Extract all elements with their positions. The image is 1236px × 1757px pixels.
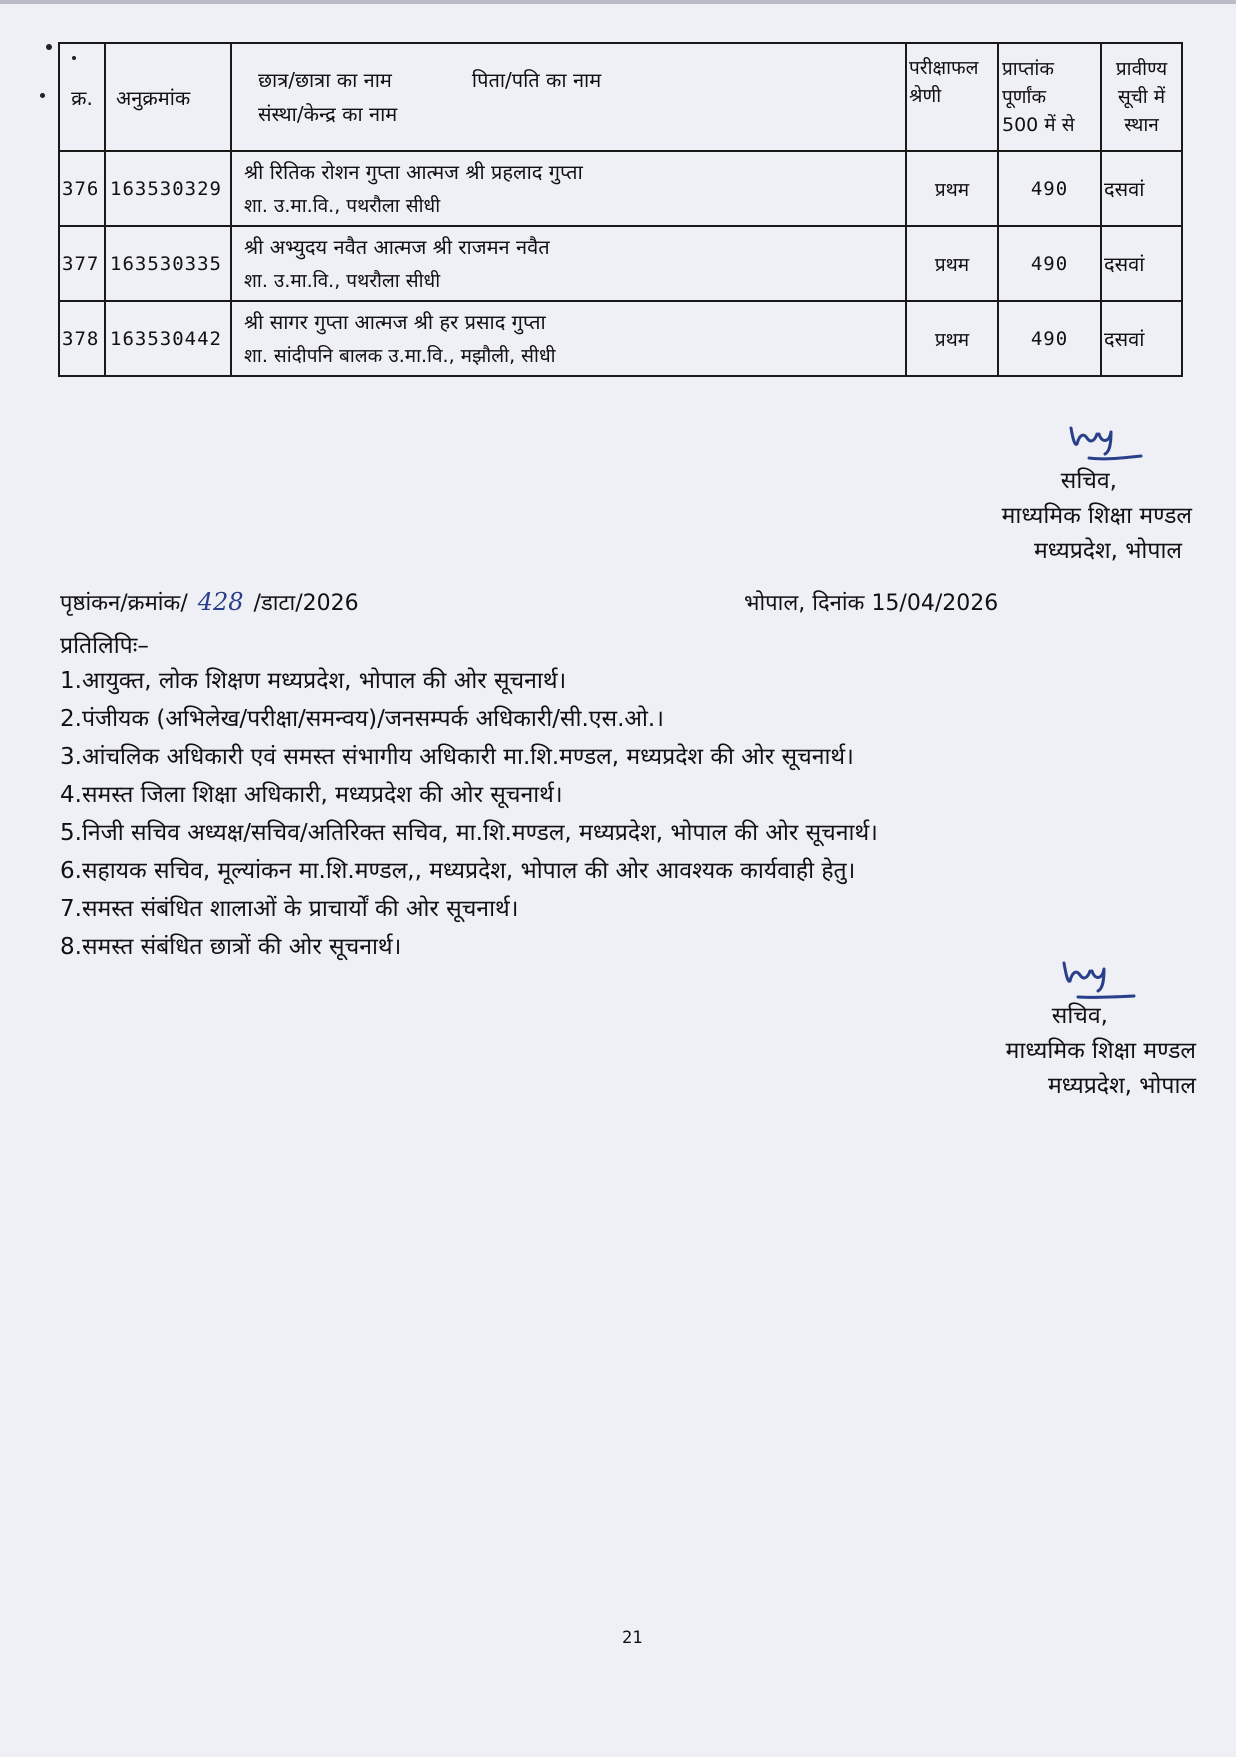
copies-heading: प्रतिलिपिः– [60, 633, 149, 659]
cell-serial: 378 [59, 301, 105, 376]
header-marks-line3: 500 में से [1002, 114, 1075, 136]
top-edge-line [0, 0, 1236, 4]
cell-serial: 377 [59, 226, 105, 301]
merit-list-table [58, 42, 1183, 377]
signature-place: मध्यप्रदेश, भोपाल [1047, 1073, 1196, 1099]
cell-division: प्रथम [906, 301, 998, 376]
header-rank-line3: स्थान [1124, 114, 1159, 136]
list-item: 6.सहायक सचिव, मूल्यांकन मा.शि.मण्डल,, मध्यप्रदेश, भोपाल की ओर आवश्यक कार्यवाही हेतु। [60, 858, 856, 884]
reference-line [60, 587, 359, 617]
list-item: 4.समस्त जिला शिक्षा अधिकारी, मध्यप्रदेश की ओर सूचनार्थ। [60, 782, 563, 808]
school-name-text: शा. उ.मा.वि., पथरौला सीधी [244, 194, 441, 217]
list-item: 3.आंचलिक अधिकारी एवं समस्त संभागीय अधिकारी मा.शि.मण्डल, मध्यप्रदेश की ओर सूचनार्थ। [60, 744, 854, 770]
table-row [59, 301, 1182, 376]
cell-rank: दसवां [1101, 151, 1182, 226]
student-name-text: श्री सागर गुप्ता आत्मज श्री हर प्रसाद गुप्ता [244, 309, 546, 334]
school-name-text: शा. उ.मा.वि., पथरौला सीधी [244, 269, 441, 292]
header-rank-line2: सूची में [1117, 86, 1166, 108]
cell-roll-number: 163530335 [105, 226, 231, 301]
list-item: 5.निजी सचिव अध्यक्ष/सचिव/अतिरिक्त सचिव, मा.शि.मण्डल, मध्यप्रदेश, भोपाल की ओर सूचनार्थ। [60, 820, 878, 846]
cell-marks: 490 [998, 301, 1101, 376]
header-marks [998, 43, 1101, 151]
reference-number: 428 [197, 588, 244, 616]
list-item: 7.समस्त संबंधित शालाओं के प्राचार्यों की ओर सूचनार्थ। [60, 896, 519, 922]
header-result-division [906, 43, 998, 151]
cell-roll-number: 163530442 [105, 301, 231, 376]
signature-organization: माध्यमिक शिक्षा मण्डल [1005, 1038, 1196, 1064]
list-item: 8.समस्त संबंधित छात्रों की ओर सूचनार्थ। [60, 934, 402, 960]
student-name-text: श्री रितिक रोशन गुप्ता आत्मज श्री प्रहलाद गुप्ता [244, 159, 583, 184]
header-father-name: पिता/पति का नाम [471, 68, 602, 92]
list-item: 2.पंजीयक (अभिलेख/परीक्षा/समन्वय)/जनसम्पर्क अधिकारी/सी.एस.ओ.। [60, 706, 664, 732]
issue-date: भोपाल, दिनांक 15/04/2026 [744, 591, 999, 616]
signature-title: सचिव, [1051, 1003, 1108, 1029]
cell-rank: दसवां [1101, 301, 1182, 376]
cell-rank: दसवां [1101, 226, 1182, 301]
handwritten-signature-2 [1058, 955, 1138, 1005]
header-roll-number: अनुक्रमांक [105, 43, 231, 151]
signature-organization: माध्यमिक शिक्षा मण्डल [1001, 503, 1192, 529]
header-serial: क्र. [59, 43, 105, 151]
school-name-text: शा. सांदीपनि बालक उ.मा.वि., मझौली, सीधी [244, 344, 556, 367]
cell-name-school [231, 151, 906, 226]
signature-block-2 [1006, 999, 1196, 1104]
header-rank-line1: प्रावीण्य [1115, 58, 1168, 80]
table-row [59, 226, 1182, 301]
header-name-institution [231, 43, 906, 151]
scan-mark [46, 44, 52, 50]
header-marks-line1: प्राप्तांक [1002, 58, 1054, 80]
list-item: 1.आयुक्त, लोक शिक्षण मध्यप्रदेश, भोपाल की ओर सूचनार्थ। [60, 668, 567, 694]
signature-block-1 [1002, 464, 1192, 569]
cell-name-school [231, 226, 906, 301]
signature-place: मध्यप्रदेश, भोपाल [1033, 538, 1182, 564]
header-marks-line2: पूर्णांक [1002, 86, 1047, 108]
cell-division: प्रथम [906, 226, 998, 301]
cell-marks: 490 [998, 151, 1101, 226]
page-number: 21 [622, 1628, 643, 1648]
cell-name-school [231, 301, 906, 376]
header-student-name: छात्र/छात्रा का नाम [258, 68, 392, 92]
student-name-text: श्री अभ्युदय नवैत आत्मज श्री राजमन नवैत [244, 234, 550, 259]
handwritten-signature-1 [1065, 418, 1145, 468]
header-institution: संस्था/केन्द्र का नाम [258, 102, 398, 126]
cell-marks: 490 [998, 226, 1101, 301]
cell-serial: 376 [59, 151, 105, 226]
signature-title: सचिव, [1060, 468, 1117, 494]
header-merit-rank [1101, 43, 1182, 151]
table-header-row [59, 43, 1182, 151]
table-row [59, 151, 1182, 226]
reference-suffix: /डाटा/2026 [253, 591, 359, 616]
header-result-line1: परीक्षाफल [909, 57, 979, 79]
reference-prefix: पृष्ठांकन/क्रमांक/ [60, 591, 188, 616]
header-result-line2: श्रेणी [909, 85, 942, 107]
cell-roll-number: 163530329 [105, 151, 231, 226]
cell-division: प्रथम [906, 151, 998, 226]
scan-mark [40, 93, 45, 98]
copy-recipients-list [60, 662, 878, 966]
